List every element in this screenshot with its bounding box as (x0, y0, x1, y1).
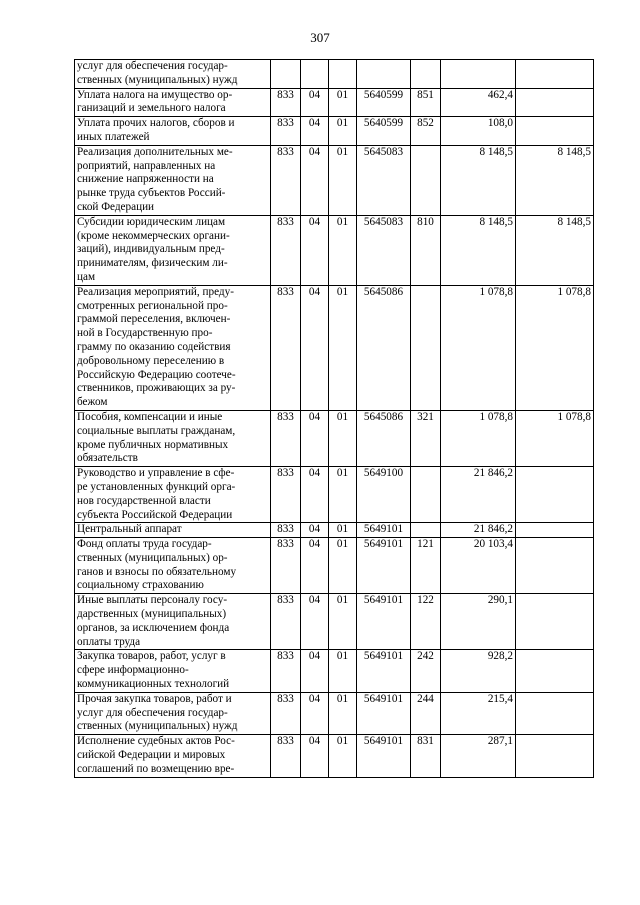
amount-federal (516, 523, 594, 538)
section-code: 04 (301, 523, 329, 538)
row-description: Прочая закупка товаров, работ и услуг для обеспечения государ- ственных (муниципальных) нужд (75, 692, 271, 734)
amount-total: 21 846,2 (441, 523, 516, 538)
amount-total: 1 078,8 (441, 410, 516, 466)
table-row (75, 410, 594, 466)
expense-type-code: 242 (411, 650, 441, 692)
amount-total: 108,0 (441, 117, 516, 146)
ministry-code: 833 (271, 467, 301, 523)
ministry-code: 833 (271, 410, 301, 466)
amount-total (441, 60, 516, 89)
table-row (75, 594, 594, 650)
table-row (75, 117, 594, 146)
table-row (75, 88, 594, 117)
table-row (75, 467, 594, 523)
subsection-code: 01 (329, 117, 357, 146)
row-description: Субсидии юридическим лицам (кроме некоммерческих органи- заций), индивидуальным пред- принимателям, физическим ли- цам (75, 215, 271, 285)
expense-type-code: 852 (411, 117, 441, 146)
amount-federal: 1 078,8 (516, 285, 594, 410)
row-description: Центральный аппарат (75, 523, 271, 538)
ministry-code: 833 (271, 145, 301, 215)
amount-federal (516, 117, 594, 146)
subsection-code: 01 (329, 145, 357, 215)
target-article-code: 5649101 (357, 538, 411, 594)
ministry-code: 833 (271, 692, 301, 734)
subsection-code: 01 (329, 523, 357, 538)
row-description: услуг для обеспечения государ- ственных (муниципальных) нужд (75, 60, 271, 89)
table-row (75, 145, 594, 215)
subsection-code: 01 (329, 410, 357, 466)
section-code: 04 (301, 117, 329, 146)
table-row (75, 692, 594, 734)
subsection-code: 01 (329, 538, 357, 594)
expense-type-code: 810 (411, 215, 441, 285)
amount-total: 462,4 (441, 88, 516, 117)
table-row (75, 285, 594, 410)
amount-federal (516, 467, 594, 523)
table-row (75, 215, 594, 285)
target-article-code: 5645086 (357, 410, 411, 466)
target-article-code: 5645086 (357, 285, 411, 410)
section-code: 04 (301, 538, 329, 594)
target-article-code: 5645083 (357, 215, 411, 285)
subsection-code: 01 (329, 692, 357, 734)
row-description: Закупка товаров, работ, услуг в сфере информационно- коммуникационных технологий (75, 650, 271, 692)
row-description: Реализация мероприятий, преду- смотренных региональной про- граммой переселения, включен- ной в Государственную про- грамму по оказанию содействия добровольному переселению в Российскую Федерацию соотече- ственников, проживающих за ру- бежом (75, 285, 271, 410)
amount-total: 21 846,2 (441, 467, 516, 523)
section-code (301, 60, 329, 89)
ministry-code: 833 (271, 594, 301, 650)
amount-federal (516, 692, 594, 734)
table-row (75, 538, 594, 594)
amount-federal (516, 735, 594, 777)
subsection-code: 01 (329, 285, 357, 410)
ministry-code (271, 60, 301, 89)
amount-total: 1 078,8 (441, 285, 516, 410)
target-article-code (357, 60, 411, 89)
amount-federal (516, 88, 594, 117)
table-row (75, 60, 594, 89)
section-code: 04 (301, 145, 329, 215)
row-description: Фонд оплаты труда государ- ственных (муниципальных) ор- ганов и взносы по обязательному социальному страхованию (75, 538, 271, 594)
target-article-code: 5649101 (357, 650, 411, 692)
section-code: 04 (301, 88, 329, 117)
row-description: Исполнение судебных актов Рос- сийской Федерации и мировых соглашений по возмещению вре- (75, 735, 271, 777)
ministry-code: 833 (271, 538, 301, 594)
expense-type-code (411, 145, 441, 215)
amount-federal: 8 148,5 (516, 145, 594, 215)
table-row (75, 735, 594, 777)
expense-type-code: 121 (411, 538, 441, 594)
target-article-code: 5640599 (357, 88, 411, 117)
expense-type-code (411, 285, 441, 410)
amount-federal (516, 650, 594, 692)
expense-type-code: 851 (411, 88, 441, 117)
row-description: Уплата налога на имущество ор- ганизаций и земельного налога (75, 88, 271, 117)
row-description: Уплата прочих налогов, сборов и иных платежей (75, 117, 271, 146)
section-code: 04 (301, 285, 329, 410)
amount-total: 8 148,5 (441, 215, 516, 285)
expense-type-code (411, 60, 441, 89)
subsection-code: 01 (329, 215, 357, 285)
target-article-code: 5649101 (357, 735, 411, 777)
row-description: Пособия, компенсации и иные социальные выплаты гражданам, кроме публичных нормативных обязательств (75, 410, 271, 466)
section-code: 04 (301, 467, 329, 523)
expense-type-code: 831 (411, 735, 441, 777)
amount-federal (516, 538, 594, 594)
expense-type-code (411, 467, 441, 523)
subsection-code: 01 (329, 88, 357, 117)
target-article-code: 5649101 (357, 594, 411, 650)
target-article-code: 5649101 (357, 523, 411, 538)
page-number: 307 (310, 30, 330, 45)
subsection-code: 01 (329, 650, 357, 692)
ministry-code: 833 (271, 88, 301, 117)
expense-type-code: 321 (411, 410, 441, 466)
section-code: 04 (301, 594, 329, 650)
table-row (75, 650, 594, 692)
target-article-code: 5649101 (357, 692, 411, 734)
amount-federal (516, 60, 594, 89)
section-code: 04 (301, 692, 329, 734)
ministry-code: 833 (271, 215, 301, 285)
ministry-code: 833 (271, 650, 301, 692)
row-description: Иные выплаты персоналу госу- дарственных (муниципальных) органов, за исключением фонда оплаты труда (75, 594, 271, 650)
amount-federal (516, 594, 594, 650)
target-article-code: 5649100 (357, 467, 411, 523)
ministry-code: 833 (271, 523, 301, 538)
expense-type-code: 122 (411, 594, 441, 650)
ministry-code: 833 (271, 117, 301, 146)
subsection-code: 01 (329, 735, 357, 777)
amount-total: 928,2 (441, 650, 516, 692)
target-article-code: 5640599 (357, 117, 411, 146)
budget-table (74, 59, 594, 778)
section-code: 04 (301, 650, 329, 692)
amount-total: 290,1 (441, 594, 516, 650)
target-article-code: 5645083 (357, 145, 411, 215)
row-description: Руководство и управление в сфе- ре установленных функций орга- нов государственной власти субъекта Российской Федерации (75, 467, 271, 523)
subsection-code: 01 (329, 594, 357, 650)
subsection-code (329, 60, 357, 89)
row-description: Реализация дополнительных ме- роприятий, направленных на снижение напряженности на рынке труда субъектов Россий- ской Федерации (75, 145, 271, 215)
table-body (75, 60, 594, 778)
amount-total: 215,4 (441, 692, 516, 734)
amount-federal: 8 148,5 (516, 215, 594, 285)
ministry-code: 833 (271, 285, 301, 410)
section-code: 04 (301, 215, 329, 285)
ministry-code: 833 (271, 735, 301, 777)
section-code: 04 (301, 735, 329, 777)
amount-federal: 1 078,8 (516, 410, 594, 466)
expense-type-code: 244 (411, 692, 441, 734)
amount-total: 20 103,4 (441, 538, 516, 594)
section-code: 04 (301, 410, 329, 466)
subsection-code: 01 (329, 467, 357, 523)
expense-type-code (411, 523, 441, 538)
table-row (75, 523, 594, 538)
amount-total: 287,1 (441, 735, 516, 777)
amount-total: 8 148,5 (441, 145, 516, 215)
